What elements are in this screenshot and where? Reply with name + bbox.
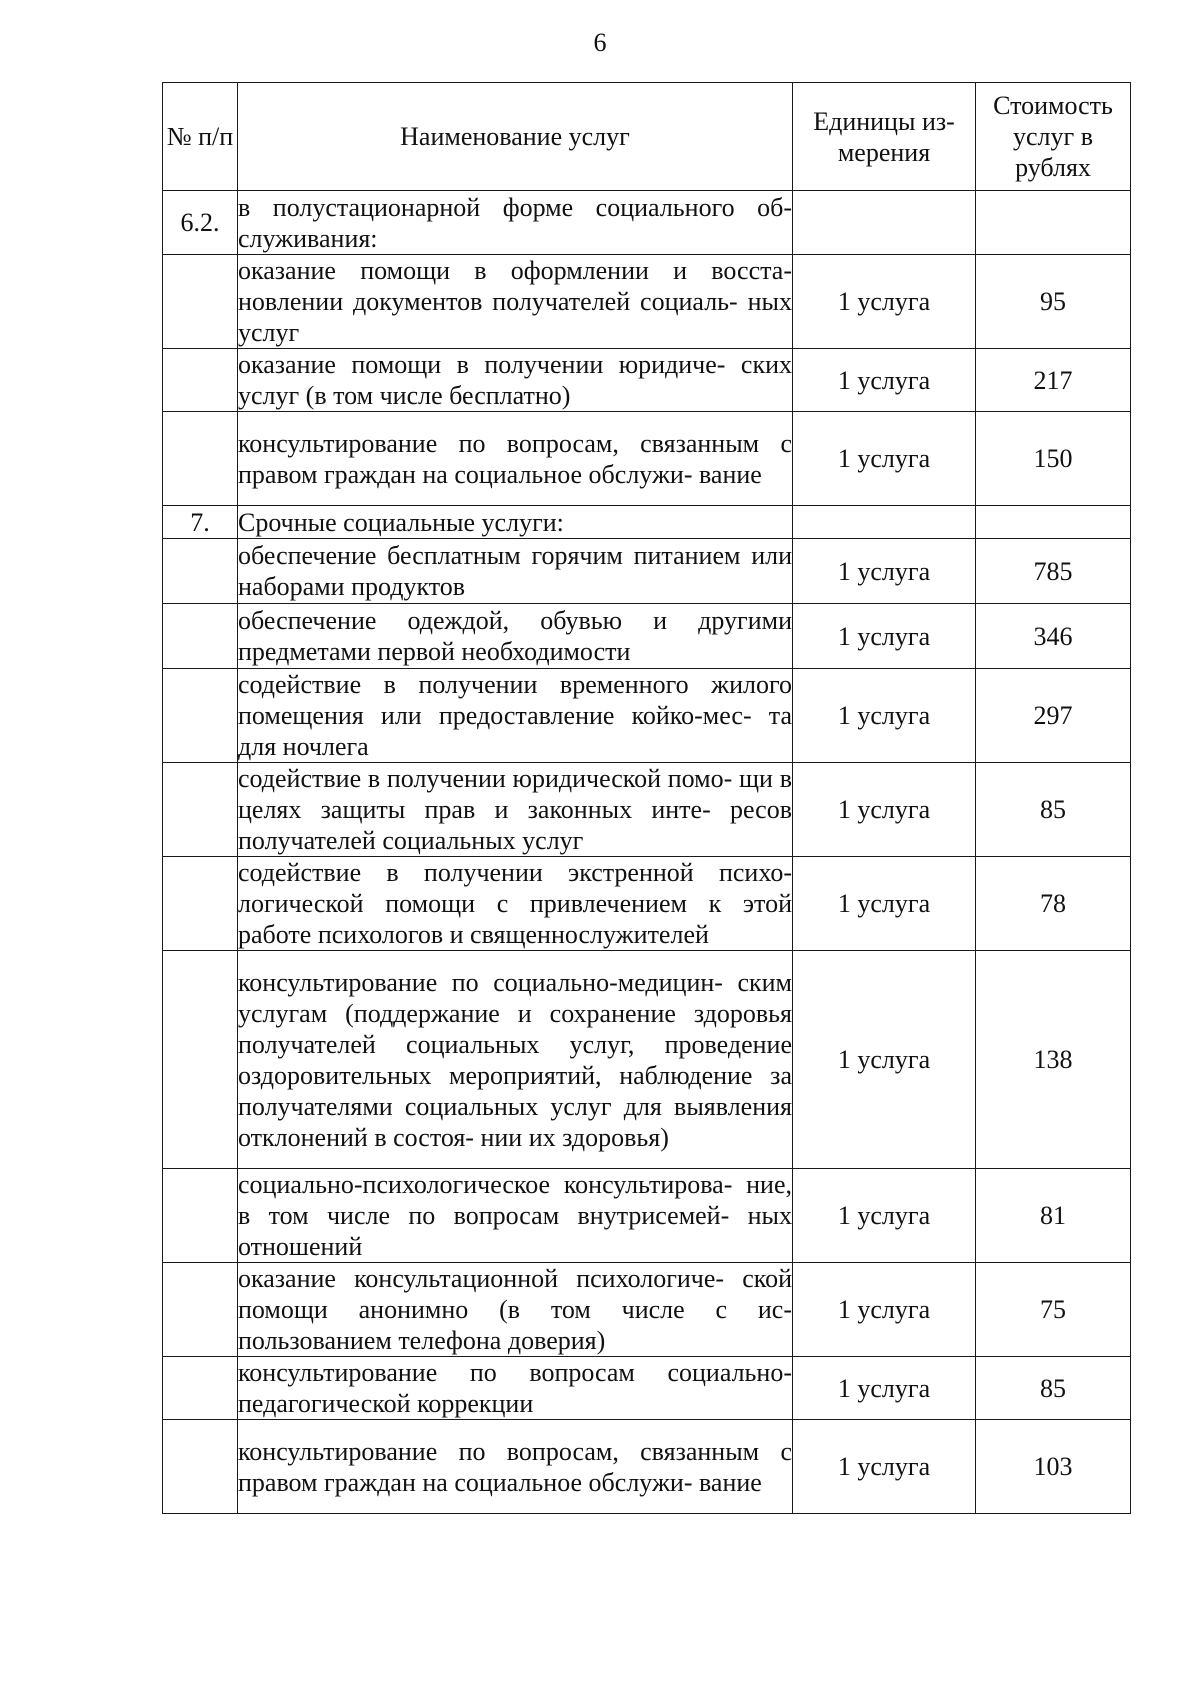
row-num [163,1169,238,1263]
row-service-name: консультирование по вопросам социально- педагогической коррекции [238,1358,792,1418]
table-row [163,1420,1131,1514]
row-service-name: обеспечение одеждой, обувью и другими предметами первой необходимости [238,604,793,669]
row-unit: 1 услуга [793,763,976,857]
table-row [163,191,1131,255]
table-row [163,539,1131,604]
row-price [976,191,1131,255]
row-unit [793,191,976,255]
table-row [163,857,1131,951]
header-unit: Единицы из- мерения [793,83,976,191]
row-service-name: в полустационарной форме социального об- служивания: [238,192,792,253]
row-num [163,1263,238,1357]
row-num [163,1357,238,1420]
row-price: 297 [976,669,1131,763]
row-unit: 1 услуга [793,255,976,349]
table-row [163,669,1131,763]
table-row [163,951,1131,1169]
row-service-name: содействие в получении временного жилого помещения или предоставление койко-мес- та для ночлега [238,670,792,761]
table-row [163,506,1131,539]
table-row [163,1263,1131,1357]
header-price: Стоимость услуг в рублях [976,83,1131,191]
table-body [163,191,1131,1514]
row-num: 7. [163,506,238,539]
row-num: 6.2. [163,191,238,255]
row-num [163,539,238,604]
row-unit: 1 услуга [793,669,976,763]
page-number: 6 [593,28,607,57]
row-unit [793,506,976,539]
row-service-name: оказание помощи в оформлении и восста- новлении документов получателей социаль- ных услуг [238,256,792,347]
row-unit: 1 услуга [793,951,976,1169]
row-num [163,763,238,857]
row-unit: 1 услуга [793,604,976,669]
row-price: 150 [976,412,1131,506]
row-price: 103 [976,1420,1131,1514]
table-row [163,1169,1131,1263]
row-unit: 1 услуга [793,349,976,412]
table-row [163,349,1131,412]
services-price-table [162,82,1131,1514]
row-price [976,506,1131,539]
row-service-name: Срочные социальные услуги: [238,506,793,539]
row-service-name: содействие в получении экстренной психо- логической помощи с привлечением к этой работе психологов и священнослужителей [238,858,792,949]
row-num [163,1420,238,1514]
row-service-name: оказание помощи в получении юридиче- ских услуг (в том числе бесплатно) [238,350,792,410]
row-price: 78 [976,857,1131,951]
row-unit: 1 услуга [793,1357,976,1420]
row-price: 75 [976,1263,1131,1357]
row-price: 785 [976,539,1131,604]
table-row [163,604,1131,669]
row-num [163,857,238,951]
row-price: 217 [976,349,1131,412]
row-price: 81 [976,1169,1131,1263]
row-num [163,951,238,1169]
table-header-row [163,83,1131,191]
row-price: 85 [976,763,1131,857]
row-num [163,604,238,669]
row-num [163,255,238,349]
row-unit: 1 услуга [793,539,976,604]
row-price: 346 [976,604,1131,669]
row-service-name: консультирование по вопросам, связанным с правом граждан на социальное обслужи- вание [238,1420,793,1514]
header-name: Наименование услуг [238,83,793,191]
row-service-name: консультирование по социально-медицин- ским услугам (поддержание и сохранение здоровья получателей социальных услуг, проведение оздоровительных мероприятий, наблюдение за получателями социальных услуг для выявления отклонений в состоя- нии их здоровья) [238,951,793,1169]
table-row [163,1357,1131,1420]
row-service-name: содействие в получении юридической помо- щи в целях защиты прав и законных инте- ресов получателей социальных услуг [238,764,792,855]
row-unit: 1 услуга [793,1263,976,1357]
header-num: № п/п [163,83,238,191]
row-unit: 1 услуга [793,412,976,506]
row-price: 138 [976,951,1131,1169]
row-unit: 1 услуга [793,1169,976,1263]
row-unit: 1 услуга [793,1420,976,1514]
row-price: 95 [976,255,1131,349]
row-service-name: социально-психологическое консультирова- ние, в том числе по вопросам внутрисемей- ных отношений [238,1170,792,1261]
table-row [163,412,1131,506]
row-num [163,412,238,506]
table-row [163,255,1131,349]
row-service-name: оказание консультационной психологиче- ской помощи анонимно (в том числе с ис- пользованием телефона доверия) [238,1264,792,1355]
row-unit: 1 услуга [793,857,976,951]
row-num [163,349,238,412]
row-price: 85 [976,1357,1131,1420]
row-service-name: консультирование по вопросам, связанным с правом граждан на социальное обслужи- вание [238,412,793,506]
row-service-name: обеспечение бесплатным горячим питанием или наборами продуктов [238,539,793,604]
table-row [163,763,1131,857]
row-num [163,669,238,763]
